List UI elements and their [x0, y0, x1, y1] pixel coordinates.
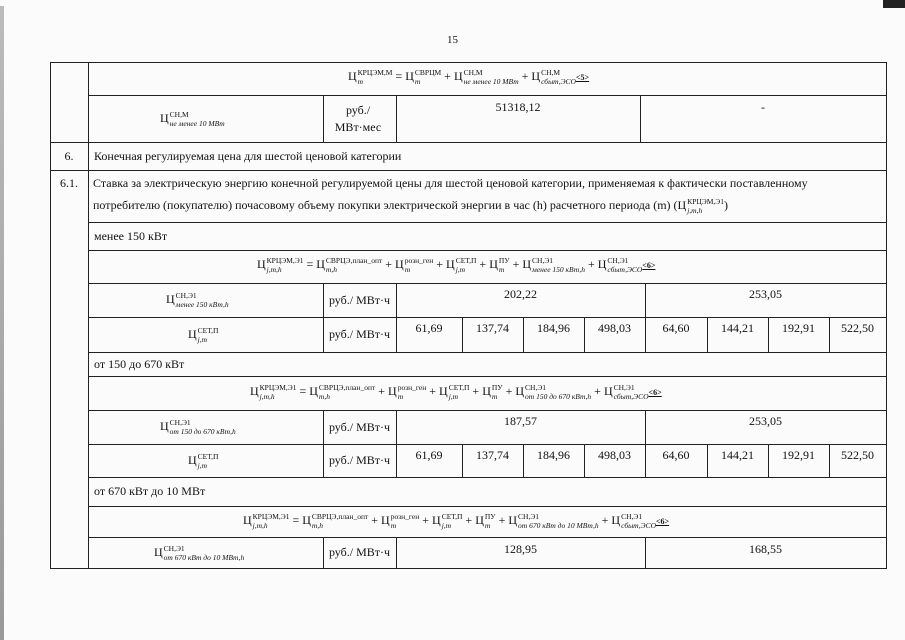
tariff-label [88, 283, 323, 317]
formula-g3 [243, 512, 669, 530]
footnote-ref: <6> [642, 260, 656, 270]
operator: = [289, 512, 303, 527]
price-symbol: Ц СН,Э1 от 150 до 670 кВт,h [515, 383, 592, 401]
operator: + [598, 512, 612, 527]
operator: + [433, 256, 447, 271]
operator: + [441, 68, 454, 83]
price-symbol: Ц СВРЦМ m [405, 68, 442, 86]
price-symbol: Ц КРЦЭМ,Э1 j,m,h [257, 256, 304, 274]
operator: + [375, 383, 389, 398]
value-cell: 137,74 [476, 448, 509, 462]
price-symbol: Ц розн_ген m [381, 512, 420, 530]
value-cell: 192,91 [782, 321, 815, 335]
operator: + [368, 512, 382, 527]
value-cell: 253,05 [749, 414, 782, 428]
price-symbol: Ц СВРЦЭ,план_опт m,h [316, 256, 383, 274]
formula-price-m [348, 68, 589, 86]
operator: = [303, 256, 317, 271]
price-symbol: Ц СЕТ,П j,m [188, 451, 219, 470]
footnote-ref: <6> [655, 516, 670, 526]
value-cell: 202,22 [504, 287, 537, 301]
price-symbol: Ц СН,Э1 от 670 кВт до 10 МВт,h [154, 543, 245, 562]
tariff-label [88, 444, 323, 477]
value-cell: 184,96 [537, 448, 570, 462]
price-symbol: Ц СЕТ,П j,m [432, 512, 463, 530]
unit-cell: руб./ МВт·ч [328, 292, 391, 307]
operator: + [462, 512, 476, 527]
price-symbol: Ц СН,М не менее 10 МВт [453, 68, 519, 86]
footnote-ref: <6> [648, 387, 662, 397]
tariff-label [88, 317, 323, 352]
value-cell: 64,60 [662, 321, 690, 335]
value-cell: 522,50 [841, 448, 874, 462]
value-cell: 498,03 [598, 448, 631, 462]
operator: + [495, 512, 509, 527]
price-symbol: Ц СН,Э1 сбыт,ЭСО [603, 383, 649, 401]
operator: + [502, 383, 516, 398]
section-title: Конечная регулируемая цена для шестой ценовой категории [94, 148, 402, 163]
value-cell: 128,95 [504, 542, 537, 556]
tariff-label [88, 410, 323, 444]
value-cell: 144,21 [721, 448, 754, 462]
group-heading: от 670 кВт до 10 МВт [94, 484, 206, 498]
value-cell: 192,91 [782, 448, 815, 462]
section-number: 6. [64, 148, 74, 163]
price-symbol: Ц СН,Э1 менее 150 кВт,h [522, 256, 585, 274]
price-symbol: Ц ПУ m [489, 256, 510, 274]
value-cell: 498,03 [598, 321, 631, 335]
value-cell: 187,57 [504, 414, 537, 428]
price-symbol: Ц СН,М не менее 10 МВт [160, 109, 225, 128]
value-cell: 253,05 [749, 287, 782, 301]
price-symbol: Ц СН,Э1 сбыт,ЭСО [597, 256, 643, 274]
operator: + [382, 256, 396, 271]
tariff-label [88, 537, 323, 568]
operator: + [584, 256, 598, 271]
price-symbol: Ц СВРЦЭ,план_опт m,h [309, 383, 376, 401]
price-symbol: Ц розн_ген m [395, 256, 434, 274]
section-number: 6.1. [60, 176, 78, 190]
scan-edge [0, 6, 4, 640]
price-symbol: Ц СЕТ,П j,m [439, 383, 470, 401]
formula-g1 [257, 256, 655, 274]
price-symbol: Ц СН,Э1 сбыт,ЭСО [611, 512, 656, 530]
value-cell: 522,50 [841, 321, 874, 335]
page-number: 15 [447, 34, 458, 46]
price-symbol: Ц КРЦЭМ,М m [348, 68, 393, 86]
price-symbol: Ц КРЦЭМ,Э1 j,m,h [250, 383, 297, 401]
price-symbol: Ц СН,М сбыт,ЭСО [531, 68, 576, 86]
scan-corner [883, 0, 905, 8]
value-cell: 61,69 [415, 448, 443, 462]
group-heading: от 150 до 670 кВт [94, 356, 185, 371]
operator: + [469, 383, 483, 398]
unit-cell: руб./ МВт·мес [334, 103, 382, 134]
price-symbol: Ц розн_ген m [388, 383, 427, 401]
operator: + [591, 383, 604, 398]
price-symbol [677, 197, 724, 216]
footnote-ref: <5> [575, 72, 590, 82]
price-symbol: Ц СН,Э1 менее 150 кВт,h [166, 291, 229, 309]
operator: + [476, 256, 490, 271]
operator: + [518, 68, 532, 83]
unit-cell: руб./ МВт·ч [328, 545, 391, 559]
unit-cell: руб./ МВт·ч [328, 453, 391, 467]
value-cell: 144,21 [721, 321, 754, 335]
price-symbol: Ц КРЦЭМ,Э1 j,m,h [677, 197, 724, 216]
closing-paren: ) [723, 198, 728, 212]
price-symbol: Ц ПУ m [475, 512, 496, 530]
value-cell: - [761, 100, 765, 114]
price-symbol: Ц КРЦЭМ,Э1 j,m,h [243, 512, 290, 530]
section-text-line2-text: потребителю (покупателю) почасовому объему покупки электрической энергии в час (h) расчетного периода (m) ( [93, 198, 678, 212]
section-text-line1: Ставка за электрическую энергию конечной регулируемой цены для шестой ценовой категории, применяемая к фактически поставленному [93, 176, 808, 190]
group-heading: менее 150 кВт [94, 228, 168, 243]
price-symbol: Ц ПУ m [482, 383, 503, 401]
value-cell: 61,69 [415, 321, 443, 335]
operator: = [296, 383, 310, 398]
value-cell: 137,74 [476, 321, 509, 335]
price-symbol: Ц СН,Э1 от 670 кВт до 10 МВт,h [508, 512, 599, 530]
operator: + [426, 383, 440, 398]
operator: = [392, 68, 406, 83]
unit-cell: руб./ МВт·ч [328, 327, 391, 341]
price-symbol: Ц СВРЦЭ,план_опт m,h [302, 512, 369, 530]
value-cell: 168,55 [749, 542, 782, 556]
formula-g2 [250, 383, 662, 401]
section-text-line2 [93, 196, 728, 215]
operator: + [509, 256, 523, 271]
value-cell: 64,60 [662, 448, 690, 462]
value-cell: 184,96 [537, 321, 570, 335]
unit-cell: руб./ МВт·ч [328, 419, 391, 434]
tariff-label [88, 95, 323, 142]
operator: + [419, 512, 433, 527]
price-symbol: Ц СН,Э1 от 150 до 670 кВт,h [160, 418, 236, 436]
value-cell: 51318,12 [495, 100, 541, 114]
price-symbol: Ц СЕТ,П j,m [446, 256, 477, 274]
price-symbol: Ц СЕТ,П j,m [188, 325, 219, 344]
